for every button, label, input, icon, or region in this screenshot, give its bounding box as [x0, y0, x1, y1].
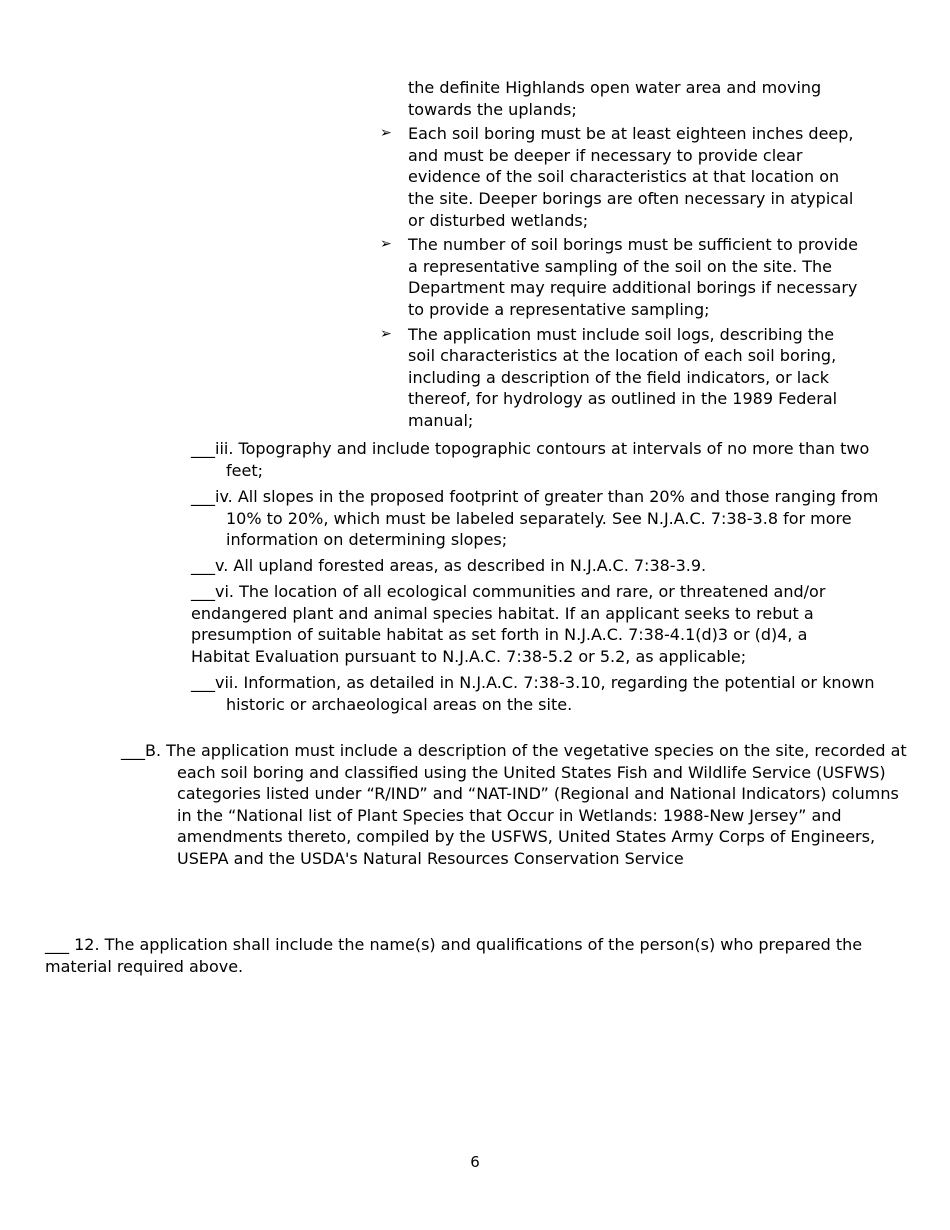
list-item	[380, 324, 860, 432]
section-b-vegetative-species: ___B. The application must include a description of the vegetative species on the site, recorded at each soil boring and classified using the United States Fish and Wildlife Service (USFWS) categories listed under “R/IND” and “NAT-IND” (Regional and National Indicators) columns in the “National list of Plant Species that Occur in Wetlands: 1988-New Jersey” and amendments thereto, compiled by the USFWS, United States Army Corps of Engineers, USEPA and the USDA's Natural Resources Conservation Service	[121, 741, 907, 868]
page-number: 6	[470, 1153, 480, 1171]
arrow-bullet-icon: ➢	[380, 325, 392, 342]
list-item-text: The number of soil borings must be sufficient to provide a representative sampling of the soil on the site. The Department may require additional borings if necessary to provide a representative sampling;	[408, 235, 858, 319]
item-iii-topography: ___iii. Topography and include topographic contours at intervals of no more than two feet;	[191, 439, 870, 480]
soil-boring-requirements-list	[380, 77, 860, 432]
arrow-bullet-icon: ➢	[380, 236, 392, 253]
list-item	[380, 234, 860, 320]
item-v-forested-areas: ___v. All upland forested areas, as described in N.J.A.C. 7:38-3.9.	[191, 556, 707, 575]
list-item	[380, 123, 860, 231]
item-iv-slopes: ___iv. All slopes in the proposed footprint of greater than 20% and those ranging from 10% to 20%, which must be labeled separately. See N.J.A.C. 7:38-3.8 for more information on determining slopes;	[191, 487, 879, 550]
list-item-text: The application must include soil logs, describing the soil characteristics at the location of each soil boring, including a description of the field indicators, or lack thereof, for hydrology as outlined in the 1989 Federal manual;	[408, 324, 838, 430]
item-vi-ecological-communities: ___vi. The location of all ecological communities and rare, or threatened and/or endangered plant and animal species habitat. If an applicant seeks to rebut a presumption of suitable habitat as set forth in N.J.A.C. 7:38-4.1(d)3 or (d)4, a Habitat Evaluation pursuant to N.J.A.C. 7:38-5.2 or 5.2, as applicable;	[191, 582, 826, 666]
arrow-bullet-icon: ➢	[380, 125, 392, 142]
list-item-text: Each soil boring must be at least eighteen inches deep, and must be deeper if necessary to provide clear evidence of the soil characteristics at that location on the site. Deeper borings are often necessary in atypical or disturbed wetlands;	[408, 124, 854, 230]
list-continuation-text: the definite Highlands open water area and moving towards the uplands;	[408, 78, 822, 119]
item-vii-historic-areas: ___vii. Information, as detailed in N.J.A.C. 7:38-3.10, regarding the potential or known historic or archaeological areas on the site.	[191, 673, 875, 714]
item-12-preparer-qualifications: ___ 12. The application shall include the name(s) and qualifications of the person(s) who prepared the material required above.	[45, 935, 863, 976]
